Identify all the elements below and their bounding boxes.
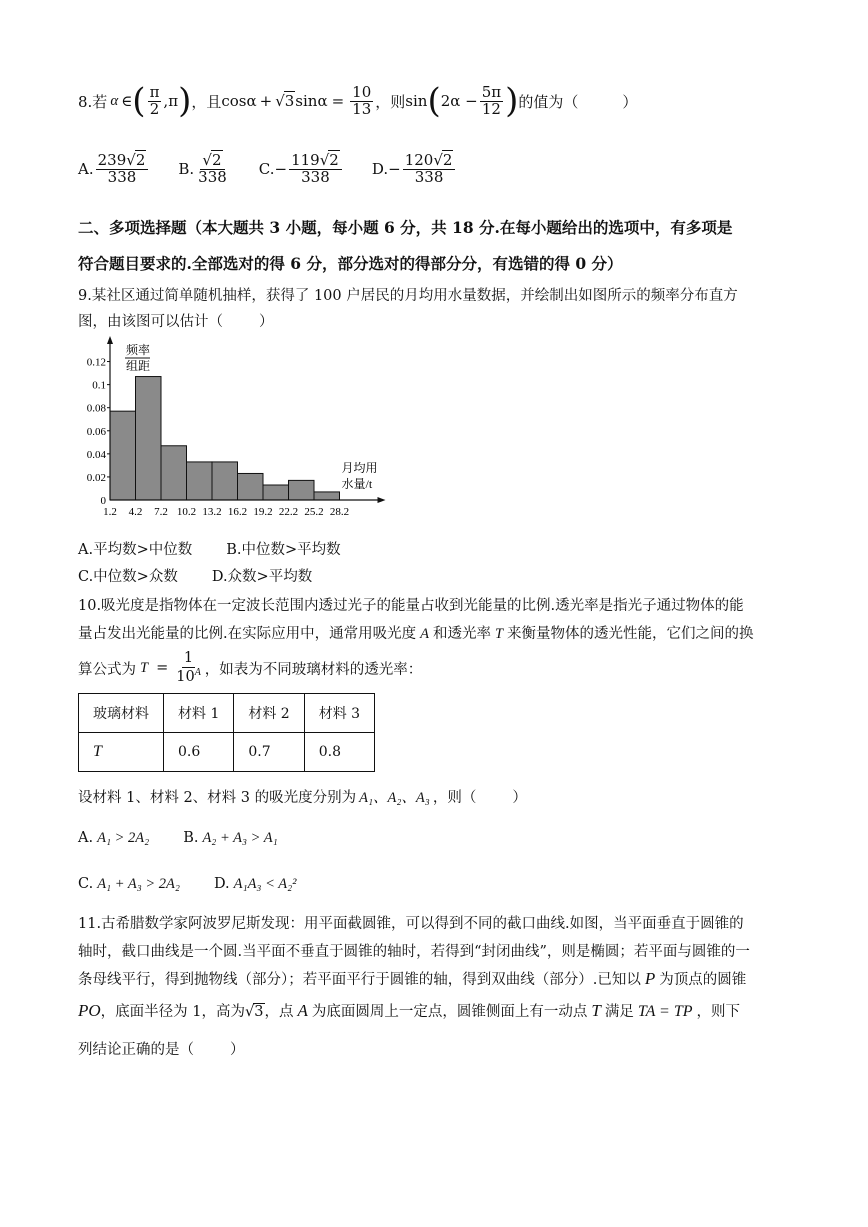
- q10-options-row2: [78, 876, 297, 893]
- table-cell: T: [79, 733, 164, 772]
- q11-line1: 11.古希腊数学家阿波罗尼斯发现：用平面截圆锥，可以得到不同的截口曲线.如图，当平面垂直于圆锥的: [78, 916, 744, 932]
- plus-sign: +: [259, 92, 273, 110]
- q10-options-row1: [78, 830, 278, 847]
- x-tick-label: 13.2: [202, 506, 222, 518]
- ten-thirteenths: $\frac{10}{13}$: [352, 82, 372, 118]
- y-tick-label: 0.04: [86, 448, 106, 461]
- histogram-bar: [187, 462, 213, 500]
- x-tick-label: 4.2: [128, 506, 143, 518]
- then-text: ，则: [375, 92, 406, 111]
- histogram-bar: [212, 462, 238, 500]
- q8-option-a[interactable]: [78, 150, 150, 186]
- q11-line2: 轴时，截口曲线是一个圆.当平面不垂直于圆锥的轴时，若得到“封闭曲线”，则是椭圆；若平面与圆锥的一: [78, 944, 750, 960]
- q9-option-b[interactable]: B.中位数>平均数: [226, 542, 341, 558]
- left-paren-2: (: [427, 81, 441, 121]
- five-pi-over-12: $\frac{5\pi}{12}$: [481, 82, 502, 118]
- q9-options-row2: [78, 565, 312, 586]
- histogram-bar: [110, 411, 136, 500]
- two-alpha-minus: 2α −: [440, 92, 478, 110]
- y-axis-label-bottom: 组距: [126, 359, 151, 373]
- q9-line2: 图，由该图可以估计（ ）: [78, 314, 274, 330]
- x-tick-label: 10.2: [176, 506, 197, 518]
- minus-sign: −: [388, 160, 401, 178]
- table-cell: 0.7: [234, 733, 304, 772]
- y-tick-label: 0.02: [86, 471, 106, 484]
- q8-option-d[interactable]: [371, 150, 458, 186]
- histogram-chart: [74, 336, 394, 526]
- table-cell: 玻璃材料: [79, 694, 164, 733]
- minus-sign: −: [274, 160, 288, 178]
- q9-option-a[interactable]: A.平均数>中位数: [78, 542, 193, 558]
- option-fraction: $\frac{119√2}{338}$: [289, 153, 342, 186]
- x-tick-label: 16.2: [227, 506, 248, 518]
- table-cell: 材料 2: [234, 694, 304, 733]
- option-fraction: $\frac{√2}{338}$: [198, 150, 227, 186]
- x-tick-label: 22.2: [278, 506, 299, 518]
- q9-option-c[interactable]: C.中位数>众数: [78, 569, 178, 585]
- x-tick-label: 28.2: [329, 506, 350, 518]
- cos-alpha: cosα: [221, 92, 257, 110]
- q10-line1: 10.吸光度是指物体在一定波长范围内透过光子的能量占收到光能量的比例.透光率是指光子通过物体的能: [78, 598, 744, 614]
- section-heading-line1: 二、多项选择题（本大题共 3 小题，每小题 6 分，共 18 分.在每小题给出的选项中，有多项是: [78, 218, 733, 237]
- q10-line3: 算公式为 T = $\frac{1}{10^A}$ ，如表为不同玻璃材料的透光率：: [78, 650, 423, 685]
- q8-option-b[interactable]: [178, 150, 230, 186]
- in-symbol: ∈: [121, 92, 133, 110]
- x-tick-label: 19.2: [253, 506, 273, 518]
- y-tick-label: 0: [100, 495, 106, 507]
- option-fraction: $\frac{239√2}{338}$: [96, 153, 149, 186]
- y-axis-label-top: 频率: [126, 343, 151, 357]
- histogram-bar: [136, 377, 162, 500]
- q8-stem: [78, 78, 637, 124]
- q8-prefix: 8.若: [78, 92, 108, 111]
- table-cell: 0.8: [304, 733, 374, 772]
- x-tick-label: 7.2: [154, 506, 168, 518]
- table-cell: 材料 1: [164, 694, 234, 733]
- y-tick-label: 0.08: [86, 402, 106, 415]
- y-tick-label: 0.12: [86, 356, 106, 369]
- equals-sign: =: [331, 92, 345, 110]
- pi-over-2: $\frac{\pi}{2}$: [149, 82, 160, 118]
- y-axis-arrow: [107, 336, 113, 344]
- q9-option-d[interactable]: D.众数>平均数: [211, 569, 313, 585]
- q10-option-d[interactable]: D. A₁A₃ < A₂²: [213, 876, 297, 892]
- option-label: C.: [258, 160, 275, 178]
- q8-close: ）: [622, 92, 638, 111]
- q10-option-a[interactable]: A. A₁ > 2A₂: [78, 830, 150, 846]
- q8-options: [78, 146, 457, 192]
- right-paren-2: ): [505, 81, 519, 121]
- histogram-bar: [314, 492, 340, 500]
- q11-line3: 条母线平行，得到抛物线（部分）；若平面平行于圆锥的轴，得到双曲线（部分）.已知以 P 为顶点的圆锥: [78, 969, 747, 988]
- q9-options-row1: [78, 538, 341, 559]
- q8-tail: 的值为（: [518, 92, 579, 111]
- q8-option-c[interactable]: [258, 150, 344, 186]
- table-cell: 0.6: [164, 733, 234, 772]
- table-header-row: [79, 694, 375, 733]
- section-heading-line2: 符合题目要求的.全部选对的得 6 分，部分选对的得部分分，有选错的得 0 分）: [78, 254, 623, 273]
- histogram-bar: [263, 485, 289, 500]
- x-tick-label: 25.2: [304, 506, 324, 518]
- alpha-symbol: α: [110, 92, 119, 109]
- x-axis-arrow: [378, 497, 386, 503]
- left-paren: (: [132, 81, 146, 121]
- option-label: A.: [78, 160, 94, 178]
- histogram-bar: [161, 446, 187, 500]
- material-table: [78, 693, 375, 772]
- q10-line2: 量占发出光能量的比例.在实际应用中，通常用吸光度 A 和透光率 T 来衡量物体的透光性能，它们之间的换: [78, 626, 754, 642]
- right-paren: ): [178, 81, 192, 121]
- table-cell: 材料 3: [304, 694, 374, 733]
- option-label: D.: [371, 160, 389, 178]
- sin-fn: sin: [405, 92, 428, 110]
- y-tick-label: 0.1: [92, 379, 106, 392]
- x-axis-label-bottom: 水量/t: [341, 477, 373, 491]
- histogram-bar: [289, 480, 315, 500]
- q10-option-b[interactable]: B. A₂ + A₃ > A₁: [183, 830, 278, 846]
- q11-line5: 列结论正确的是（ ）: [78, 1042, 245, 1058]
- and-text: ，且: [191, 92, 222, 111]
- table-row: [79, 733, 375, 772]
- q10-line4: 设材料 1、材料 2、材料 3 的吸光度分别为 A₁、A₂、A₃ ，则（ ）: [78, 790, 527, 806]
- option-fraction: $\frac{120√2}{338}$: [403, 153, 456, 186]
- y-tick-label: 0.06: [86, 425, 106, 438]
- q9-line1: 9.某社区通过简单随机抽样，获得了 100 户居民的月均用水量数据，并绘制出如图所示的频率分布直方: [78, 288, 738, 304]
- comma-pi: ,π: [163, 92, 179, 110]
- transmittance-formula: $\frac{1}{10^A}$: [176, 650, 201, 685]
- sqrt3: √3: [275, 92, 295, 110]
- x-tick-label: 1.2: [103, 506, 117, 518]
- x-axis-label-top: 月均用: [341, 461, 378, 475]
- histogram-bar: [238, 473, 264, 500]
- q11-line4: PO，底面半径为 1，高为√3，点 A 为底面圆周上一定点，圆锥侧面上有一动点 T 满足 TA = TP ，则下: [78, 1001, 741, 1020]
- sin-alpha: sinα: [295, 92, 328, 110]
- q10-option-c[interactable]: C. A₁ + A₃ > 2A₂: [78, 876, 180, 892]
- option-label: B.: [178, 160, 195, 178]
